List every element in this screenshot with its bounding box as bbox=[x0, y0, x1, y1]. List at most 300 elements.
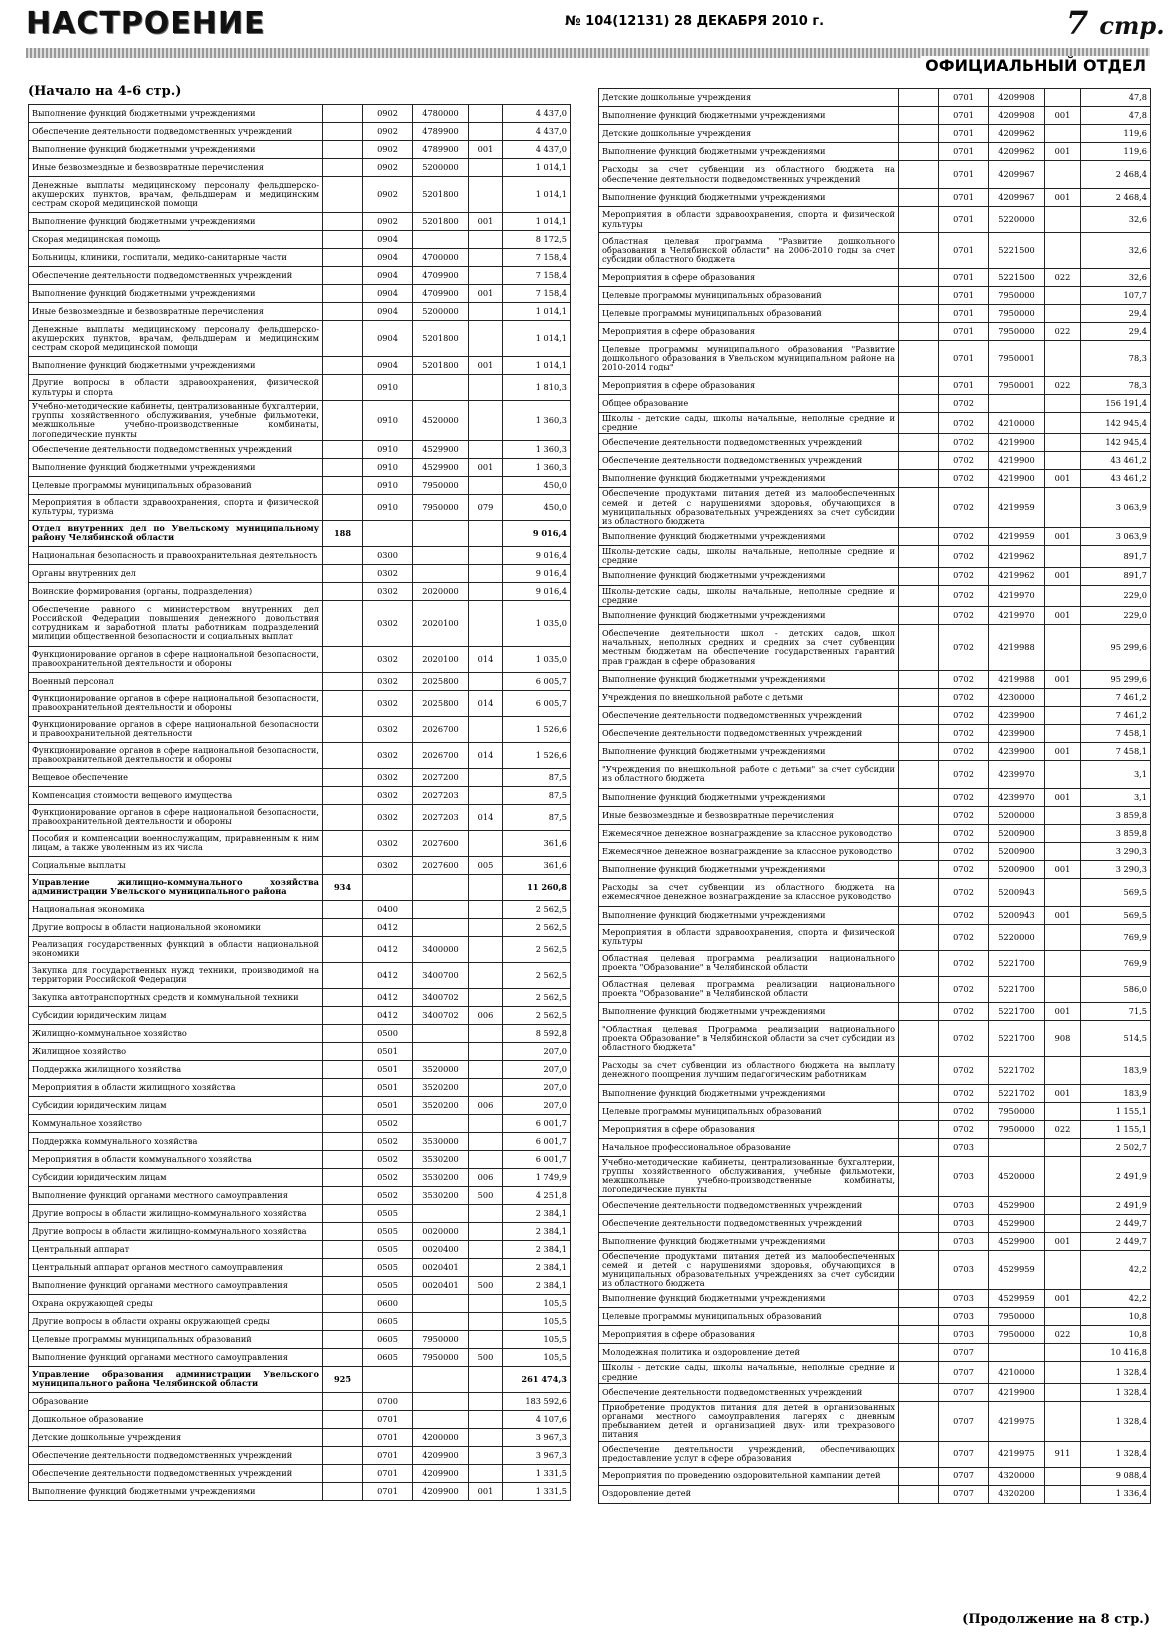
row-amount: 11 260,8 bbox=[503, 874, 571, 900]
row-name: Обеспечение деятельности подведомственных учреждений bbox=[29, 1464, 323, 1482]
row-name: Больницы, клиники, госпитали, медико-санитарные части bbox=[29, 249, 323, 267]
row-article: 5221700 bbox=[989, 1002, 1045, 1020]
row-article: 4789900 bbox=[413, 141, 469, 159]
row-article: 4219975 bbox=[989, 1401, 1045, 1441]
row-expense-type bbox=[1045, 488, 1081, 528]
row-amount: 1 014,1 bbox=[503, 303, 571, 321]
row-article: 4209962 bbox=[989, 125, 1045, 143]
row-section: 0702 bbox=[939, 950, 989, 976]
row-article bbox=[413, 874, 469, 900]
table-row bbox=[599, 1326, 1151, 1344]
row-name: Целевые программы муниципальных образований bbox=[29, 1330, 323, 1348]
row-expense-type bbox=[469, 231, 503, 249]
row-article: 5200943 bbox=[989, 878, 1045, 906]
row-article: 2027600 bbox=[413, 830, 469, 856]
row-section: 0702 bbox=[939, 924, 989, 950]
row-name: Другие вопросы в области жилищно-коммунального хозяйства bbox=[29, 1204, 323, 1222]
row-code bbox=[899, 488, 939, 528]
table-row bbox=[29, 494, 571, 520]
row-amount: 183,9 bbox=[1081, 1084, 1151, 1102]
row-article: 4209967 bbox=[989, 161, 1045, 189]
row-code: 925 bbox=[323, 1366, 363, 1392]
row-article: 4219970 bbox=[989, 606, 1045, 624]
row-amount: 891,7 bbox=[1081, 567, 1151, 585]
row-code bbox=[899, 1138, 939, 1156]
row-amount: 6 001,7 bbox=[503, 1150, 571, 1168]
row-code bbox=[323, 458, 363, 476]
row-article: 4529959 bbox=[989, 1290, 1045, 1308]
row-article bbox=[413, 1294, 469, 1312]
row-name: Ежемесячное денежное вознаграждение за классное руководство bbox=[599, 824, 899, 842]
row-code bbox=[899, 1467, 939, 1485]
table-row bbox=[599, 788, 1151, 806]
row-name: Целевые программы муниципальных образований bbox=[29, 476, 323, 494]
row-code bbox=[899, 806, 939, 824]
row-code bbox=[899, 1102, 939, 1120]
row-code bbox=[323, 1222, 363, 1240]
row-section: 0702 bbox=[939, 976, 989, 1002]
row-section: 0302 bbox=[363, 600, 413, 646]
row-article: 2020100 bbox=[413, 646, 469, 672]
row-amount: 1 810,3 bbox=[503, 375, 571, 401]
row-code bbox=[899, 1441, 939, 1467]
row-name: Мероприятия в области здравоохранения, спорта и физической культуры bbox=[599, 207, 899, 233]
row-code: 934 bbox=[323, 874, 363, 900]
row-name: Выполнение функций бюджетными учреждениями bbox=[599, 906, 899, 924]
row-code bbox=[899, 1056, 939, 1084]
row-article: 4789900 bbox=[413, 123, 469, 141]
row-expense-type bbox=[1045, 1362, 1081, 1383]
table-row bbox=[599, 1084, 1151, 1102]
row-code bbox=[899, 1362, 939, 1383]
table-row bbox=[599, 341, 1151, 377]
row-name: Поддержка жилищного хозяйства bbox=[29, 1060, 323, 1078]
row-expense-type bbox=[1045, 161, 1081, 189]
row-expense-type: 022 bbox=[1045, 377, 1081, 395]
table-row bbox=[29, 249, 571, 267]
row-code bbox=[323, 918, 363, 936]
row-code bbox=[899, 1326, 939, 1344]
row-expense-type: 005 bbox=[469, 856, 503, 874]
row-article: 4239970 bbox=[989, 760, 1045, 788]
row-code bbox=[323, 1348, 363, 1366]
table-row bbox=[29, 1428, 571, 1446]
row-section: 0707 bbox=[939, 1401, 989, 1441]
row-amount: 2 562,5 bbox=[503, 962, 571, 988]
table-row bbox=[599, 688, 1151, 706]
table-row bbox=[599, 906, 1151, 924]
table-row bbox=[29, 1060, 571, 1078]
row-amount: 2 562,5 bbox=[503, 918, 571, 936]
row-amount: 7 461,2 bbox=[1081, 706, 1151, 724]
table-row bbox=[599, 323, 1151, 341]
row-name: Выполнение функций бюджетными учреждениями bbox=[29, 213, 323, 231]
row-expense-type bbox=[469, 1446, 503, 1464]
table-row bbox=[599, 1467, 1151, 1485]
row-code bbox=[323, 1096, 363, 1114]
row-expense-type bbox=[469, 476, 503, 494]
row-name: Национальная безопасность и правоохранительная деятельность bbox=[29, 546, 323, 564]
row-expense-type bbox=[469, 918, 503, 936]
row-article: 3530000 bbox=[413, 1132, 469, 1150]
row-name: Обеспечение деятельности подведомственных учреждений bbox=[599, 724, 899, 742]
row-code bbox=[899, 688, 939, 706]
row-name: Образование bbox=[29, 1392, 323, 1410]
row-amount: 6 001,7 bbox=[503, 1132, 571, 1150]
row-code bbox=[323, 1410, 363, 1428]
table-row bbox=[29, 900, 571, 918]
row-expense-type bbox=[1045, 878, 1081, 906]
table-row bbox=[29, 458, 571, 476]
row-article: 5200000 bbox=[413, 303, 469, 321]
row-article: 7950000 bbox=[989, 1326, 1045, 1344]
table-row bbox=[29, 1446, 571, 1464]
table-row bbox=[29, 768, 571, 786]
row-expense-type: 001 bbox=[469, 285, 503, 303]
row-article: 2025800 bbox=[413, 690, 469, 716]
row-article: 2020000 bbox=[413, 582, 469, 600]
row-expense-type bbox=[1045, 207, 1081, 233]
row-code bbox=[899, 434, 939, 452]
row-code bbox=[899, 189, 939, 207]
row-name: Центральный аппарат органов местного самоуправления bbox=[29, 1258, 323, 1276]
row-amount: 156 191,4 bbox=[1081, 395, 1151, 413]
row-expense-type bbox=[1045, 1214, 1081, 1232]
row-section: 0702 bbox=[939, 806, 989, 824]
row-section: 0702 bbox=[939, 452, 989, 470]
row-code bbox=[323, 321, 363, 357]
table-row bbox=[29, 646, 571, 672]
row-amount: 2 468,4 bbox=[1081, 189, 1151, 207]
row-amount: 47,8 bbox=[1081, 89, 1151, 107]
row-section: 0702 bbox=[939, 1102, 989, 1120]
row-expense-type bbox=[469, 1428, 503, 1446]
table-row bbox=[29, 520, 571, 546]
row-name: Выполнение функций бюджетными учреждениями bbox=[29, 458, 323, 476]
row-article: 5200943 bbox=[989, 906, 1045, 924]
row-expense-type bbox=[1045, 1056, 1081, 1084]
row-expense-type: 014 bbox=[469, 690, 503, 716]
row-amount: 3 290,3 bbox=[1081, 860, 1151, 878]
row-amount: 7 158,4 bbox=[503, 267, 571, 285]
table-row bbox=[29, 962, 571, 988]
row-name: Жилищно-коммунальное хозяйство bbox=[29, 1024, 323, 1042]
row-expense-type: 006 bbox=[469, 1006, 503, 1024]
row-article: 7950000 bbox=[989, 1120, 1045, 1138]
row-expense-type bbox=[1045, 233, 1081, 269]
row-expense-type bbox=[469, 988, 503, 1006]
row-section: 0701 bbox=[939, 89, 989, 107]
row-name: Расходы за счет субвенции из областного бюджета на обеспечение деятельности подведомственных учреждений bbox=[599, 161, 899, 189]
row-name: Органы внутренних дел bbox=[29, 564, 323, 582]
row-name: Школы - детские сады, школы начальные, неполные средние и средние bbox=[599, 413, 899, 434]
row-code bbox=[899, 1250, 939, 1290]
row-amount: 43 461,2 bbox=[1081, 470, 1151, 488]
table-row bbox=[599, 1138, 1151, 1156]
row-code bbox=[323, 1428, 363, 1446]
row-amount: 1 328,4 bbox=[1081, 1362, 1151, 1383]
row-code bbox=[899, 742, 939, 760]
row-section: 0701 bbox=[939, 287, 989, 305]
row-article: 4239900 bbox=[989, 724, 1045, 742]
table-row bbox=[599, 806, 1151, 824]
row-article: 2025800 bbox=[413, 672, 469, 690]
row-section: 0505 bbox=[363, 1276, 413, 1294]
row-amount: 7 158,4 bbox=[503, 285, 571, 303]
row-code bbox=[323, 962, 363, 988]
table-row bbox=[29, 1294, 571, 1312]
row-amount: 119,6 bbox=[1081, 143, 1151, 161]
row-section: 0505 bbox=[363, 1258, 413, 1276]
row-amount: 207,0 bbox=[503, 1096, 571, 1114]
row-section: 0904 bbox=[363, 357, 413, 375]
row-expense-type bbox=[469, 830, 503, 856]
row-name: Целевые программы муниципальных образований bbox=[599, 1102, 899, 1120]
table-row bbox=[599, 606, 1151, 624]
row-section: 0702 bbox=[939, 1020, 989, 1056]
page-number-suffix: стр. bbox=[1099, 11, 1165, 40]
row-section: 0702 bbox=[939, 413, 989, 434]
row-expense-type bbox=[469, 1240, 503, 1258]
row-article bbox=[413, 1024, 469, 1042]
row-amount: 29,4 bbox=[1081, 305, 1151, 323]
table-row bbox=[599, 1344, 1151, 1362]
row-article: 4780000 bbox=[413, 105, 469, 123]
row-amount: 2 562,5 bbox=[503, 1006, 571, 1024]
row-amount: 569,5 bbox=[1081, 906, 1151, 924]
table-row bbox=[599, 528, 1151, 546]
row-code bbox=[323, 476, 363, 494]
row-name: Выполнение функций бюджетными учреждениями bbox=[599, 189, 899, 207]
row-code bbox=[323, 375, 363, 401]
row-section: 0902 bbox=[363, 213, 413, 231]
row-article: 4320000 bbox=[989, 1467, 1045, 1485]
row-amount: 207,0 bbox=[503, 1042, 571, 1060]
row-name: Выполнение функций бюджетными учреждениями bbox=[599, 788, 899, 806]
row-code bbox=[899, 878, 939, 906]
row-article bbox=[413, 918, 469, 936]
row-expense-type bbox=[1045, 760, 1081, 788]
table-row bbox=[29, 1096, 571, 1114]
row-expense-type bbox=[1045, 724, 1081, 742]
row-article: 4209962 bbox=[989, 143, 1045, 161]
row-expense-type bbox=[469, 1312, 503, 1330]
row-name: Отдел внутренних дел по Увельскому муниципальному району Челябинской области bbox=[29, 520, 323, 546]
row-expense-type: 001 bbox=[1045, 1232, 1081, 1250]
row-article: 4219900 bbox=[989, 452, 1045, 470]
row-code bbox=[323, 213, 363, 231]
row-article: 4219900 bbox=[989, 434, 1045, 452]
row-name: Функционирование органов в сфере национальной безопасности, правоохранительной деятельности и обороны bbox=[29, 804, 323, 830]
row-amount: 29,4 bbox=[1081, 323, 1151, 341]
row-article: 4219975 bbox=[989, 1441, 1045, 1467]
row-expense-type bbox=[1045, 585, 1081, 606]
row-article bbox=[413, 546, 469, 564]
row-expense-type bbox=[469, 303, 503, 321]
row-section: 0702 bbox=[939, 1084, 989, 1102]
row-name: Другие вопросы в области здравоохранения, физической культуры и спорта bbox=[29, 375, 323, 401]
row-code bbox=[899, 341, 939, 377]
row-amount: 32,6 bbox=[1081, 233, 1151, 269]
table-row bbox=[599, 1441, 1151, 1467]
row-expense-type bbox=[469, 716, 503, 742]
row-expense-type bbox=[469, 267, 503, 285]
table-row bbox=[599, 233, 1151, 269]
row-name: Выполнение функций бюджетными учреждениями bbox=[29, 141, 323, 159]
row-section: 0904 bbox=[363, 285, 413, 303]
row-expense-type: 001 bbox=[1045, 107, 1081, 125]
row-article bbox=[989, 395, 1045, 413]
row-expense-type bbox=[469, 900, 503, 918]
row-code bbox=[323, 1464, 363, 1482]
row-amount: 1 155,1 bbox=[1081, 1120, 1151, 1138]
row-amount: 7 461,2 bbox=[1081, 688, 1151, 706]
row-name: Выполнение функций органами местного самоуправления bbox=[29, 1348, 323, 1366]
row-expense-type bbox=[469, 1222, 503, 1240]
row-article: 4529900 bbox=[989, 1214, 1045, 1232]
row-code bbox=[899, 452, 939, 470]
row-name: Выполнение функций органами местного самоуправления bbox=[29, 1186, 323, 1204]
row-code bbox=[323, 1114, 363, 1132]
table-row bbox=[29, 141, 571, 159]
row-article: 3400700 bbox=[413, 962, 469, 988]
row-amount: 1 331,5 bbox=[503, 1464, 571, 1482]
table-row bbox=[599, 742, 1151, 760]
row-amount: 183 592,6 bbox=[503, 1392, 571, 1410]
table-row bbox=[599, 670, 1151, 688]
row-name: Мероприятия в сфере образования bbox=[599, 377, 899, 395]
row-code bbox=[899, 207, 939, 233]
row-amount: 32,6 bbox=[1081, 269, 1151, 287]
table-row bbox=[29, 1410, 571, 1428]
continued-to-note: (Продолжение на 8 стр.) bbox=[962, 1612, 1150, 1627]
row-name: Обеспечение деятельности подведомственных учреждений bbox=[599, 1383, 899, 1401]
row-name: Компенсация стоимости вещевого имущества bbox=[29, 786, 323, 804]
row-expense-type bbox=[469, 321, 503, 357]
row-article bbox=[413, 1366, 469, 1392]
row-article: 2026700 bbox=[413, 742, 469, 768]
row-expense-type: 001 bbox=[1045, 742, 1081, 760]
row-article: 4219959 bbox=[989, 488, 1045, 528]
row-section: 0702 bbox=[939, 624, 989, 670]
row-article: 4200000 bbox=[413, 1428, 469, 1446]
row-code bbox=[899, 125, 939, 143]
row-section: 0904 bbox=[363, 249, 413, 267]
row-expense-type: 001 bbox=[1045, 470, 1081, 488]
row-amount: 1 331,5 bbox=[503, 1482, 571, 1500]
row-article bbox=[413, 900, 469, 918]
row-section: 0902 bbox=[363, 177, 413, 213]
row-section: 0505 bbox=[363, 1204, 413, 1222]
row-name: Детские дошкольные учреждения bbox=[599, 89, 899, 107]
row-article bbox=[989, 1138, 1045, 1156]
row-article: 4529900 bbox=[989, 1196, 1045, 1214]
row-amount: 1 749,9 bbox=[503, 1168, 571, 1186]
row-code bbox=[899, 1232, 939, 1250]
table-row bbox=[599, 1250, 1151, 1290]
section-title: ОФИЦИАЛЬНЫЙ ОТДЕЛ bbox=[921, 56, 1150, 75]
row-amount: 2 384,1 bbox=[503, 1222, 571, 1240]
row-article: 4209900 bbox=[413, 1464, 469, 1482]
row-expense-type: 079 bbox=[469, 494, 503, 520]
table-row bbox=[29, 1150, 571, 1168]
row-name: Школы-детские сады, школы начальные, неполные средние и средние bbox=[599, 585, 899, 606]
table-row bbox=[599, 1485, 1151, 1503]
row-code bbox=[899, 1485, 939, 1503]
row-article: 2027200 bbox=[413, 768, 469, 786]
row-article: 4219970 bbox=[989, 585, 1045, 606]
row-expense-type: 500 bbox=[469, 1186, 503, 1204]
table-row bbox=[599, 1156, 1151, 1196]
row-article: 5220000 bbox=[989, 207, 1045, 233]
row-code bbox=[899, 724, 939, 742]
row-section: 0302 bbox=[363, 672, 413, 690]
table-row bbox=[29, 231, 571, 249]
table-row bbox=[29, 1312, 571, 1330]
row-article: 3400702 bbox=[413, 1006, 469, 1024]
row-article bbox=[413, 520, 469, 546]
table-row bbox=[599, 860, 1151, 878]
row-name: Учебно-методические кабинеты, централизованные бухгалтерии, группы хозяйственного обслуживания, учебные фильмотеки, межшкольные учебно-производственные комбинаты, логопедические пункты bbox=[599, 1156, 899, 1196]
row-name: Выполнение функций бюджетными учреждениями bbox=[599, 860, 899, 878]
row-expense-type bbox=[469, 672, 503, 690]
row-expense-type bbox=[1045, 89, 1081, 107]
row-article: 7950001 bbox=[989, 377, 1045, 395]
row-section: 0702 bbox=[939, 395, 989, 413]
row-article: 5201800 bbox=[413, 321, 469, 357]
row-expense-type bbox=[1045, 1156, 1081, 1196]
row-expense-type bbox=[1045, 413, 1081, 434]
row-article bbox=[413, 375, 469, 401]
row-expense-type: 001 bbox=[469, 141, 503, 159]
row-section: 0500 bbox=[363, 1024, 413, 1042]
table-row bbox=[29, 123, 571, 141]
row-amount: 4 437,0 bbox=[503, 123, 571, 141]
row-name: Мероприятия в сфере образования bbox=[599, 323, 899, 341]
table-row bbox=[29, 177, 571, 213]
table-row bbox=[599, 413, 1151, 434]
row-section: 0605 bbox=[363, 1312, 413, 1330]
row-name: Выполнение функций бюджетными учреждениями bbox=[599, 470, 899, 488]
row-name: Школы-детские сады, школы начальные, неполные средние и средние bbox=[599, 546, 899, 567]
row-article bbox=[989, 1344, 1045, 1362]
row-expense-type bbox=[469, 105, 503, 123]
row-article bbox=[413, 1204, 469, 1222]
table-row bbox=[29, 1132, 571, 1150]
row-expense-type bbox=[1045, 305, 1081, 323]
row-expense-type: 001 bbox=[1045, 1290, 1081, 1308]
row-amount: 1 336,4 bbox=[1081, 1485, 1151, 1503]
row-expense-type bbox=[469, 177, 503, 213]
table-row bbox=[29, 1330, 571, 1348]
row-expense-type bbox=[469, 546, 503, 564]
table-row bbox=[29, 1186, 571, 1204]
table-row bbox=[29, 1006, 571, 1024]
row-section: 0702 bbox=[939, 606, 989, 624]
row-amount: 107,7 bbox=[1081, 287, 1151, 305]
table-row bbox=[599, 1401, 1151, 1441]
row-article: 4219988 bbox=[989, 670, 1045, 688]
row-code bbox=[323, 123, 363, 141]
row-section: 0302 bbox=[363, 768, 413, 786]
row-amount: 4 437,0 bbox=[503, 105, 571, 123]
row-name: Мероприятия в сфере образования bbox=[599, 1326, 899, 1344]
row-section: 0703 bbox=[939, 1196, 989, 1214]
row-code bbox=[323, 1240, 363, 1258]
row-section: 0501 bbox=[363, 1096, 413, 1114]
table-row bbox=[29, 1348, 571, 1366]
row-section: 0302 bbox=[363, 742, 413, 768]
